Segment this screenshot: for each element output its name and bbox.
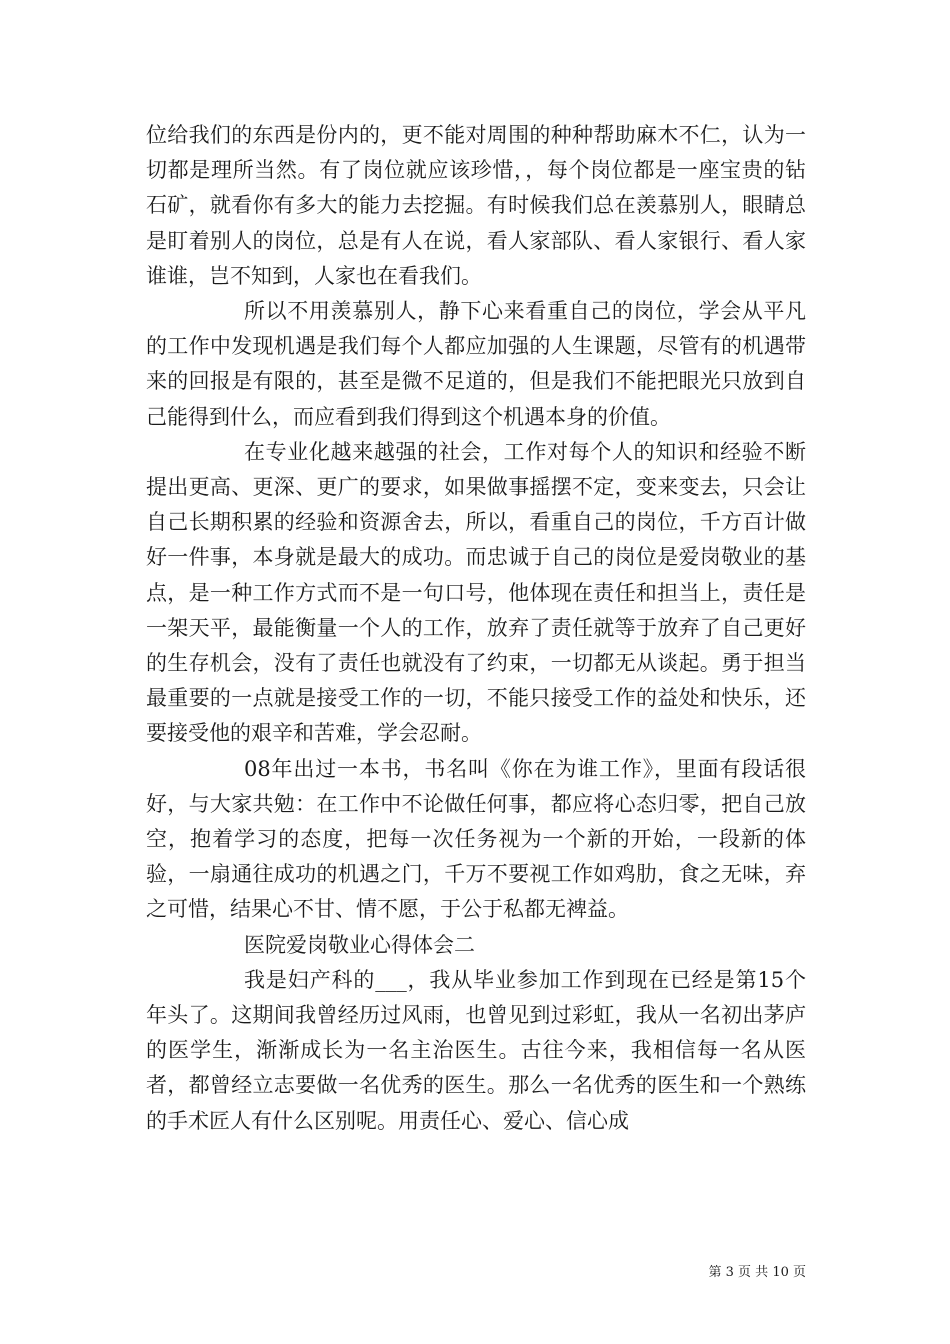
page-footer: 第 3 页 共 10 页 xyxy=(708,1265,806,1280)
document-body xyxy=(146,118,806,1139)
paragraph-5: 我是妇产科的___，我从毕业参加工作到现在已经是第15个年头了。这期间我曾经历过风雨，也曾见到过彩虹，我从一名初出茅庐的医学生，渐渐成长为一名主治医生。古往今来，我相信每一名从医者，都曾经立志要做一名优秀的医生。那么一名优秀的医生和一个熟练的手术匠人有什么区别呢。用责任心、爱心、信心成 xyxy=(146,967,806,1133)
paragraph-4: 08年出过一本书，书名叫《你在为谁工作》，里面有段话很好，与大家共勉：在工作中不论做任何事，都应将心态归零，把自己放空，抱着学习的态度，把每一次任务视为一个新的开始，一段新的体验，一扇通往成功的机遇之门，千万不要视工作如鸡肋，食之无味，弃之可惜，结果心不甘、情不愿，于公于私都无裨益。 xyxy=(146,756,806,922)
paragraph-2: 所以不用羡慕别人，静下心来看重自己的岗位，学会从平凡的工作中发现机遇是我们每个人都应加强的人生课题，尽管有的机遇带来的回报是有限的，甚至是微不足道的，但是我们不能把眼光只放到自己能得到什么，而应看到我们得到这个机遇本身的价值。 xyxy=(146,299,806,429)
paragraph-3: 在专业化越来越强的社会，工作对每个人的知识和经验不断提出更高、更深、更广的要求，如果做事摇摆不定，变来变去，只会让自己长期积累的经验和资源舍去，所以，看重自己的岗位，千方百计做好一件事，本身就是最大的成功。而忠诚于自己的岗位是爱岗敬业的基点，是一种工作方式而不是一句口号，他体现在责任和担当上，责任是一架天平，最能衡量一个人的工作，放弃了责任就等于放弃了自己更好的生存机会，没有了责任也就没有了约束，一切都无从谈起。勇于担当最重要的一点就是接受工作的一切，不能只接受工作的益处和快乐，还要接受他的艰辛和苦难，学会忍耐。 xyxy=(146,439,806,746)
section-heading: 医院爱岗敬业心得体会二 xyxy=(244,932,475,957)
paragraph-continued: 位给我们的东西是份内的，更不能对周围的种种帮助麻木不仁，认为一切都是理所当然。有了岗位就应该珍惜，，每个岗位都是一座宝贵的钻石矿，就看你有多大的能力去挖掘。有时候我们总在羡慕别人，眼睛总是盯着别人的岗位，总是有人在说，看人家部队、看人家银行、看人家谁谁，岂不知到，人家也在看我们。 xyxy=(146,123,806,288)
